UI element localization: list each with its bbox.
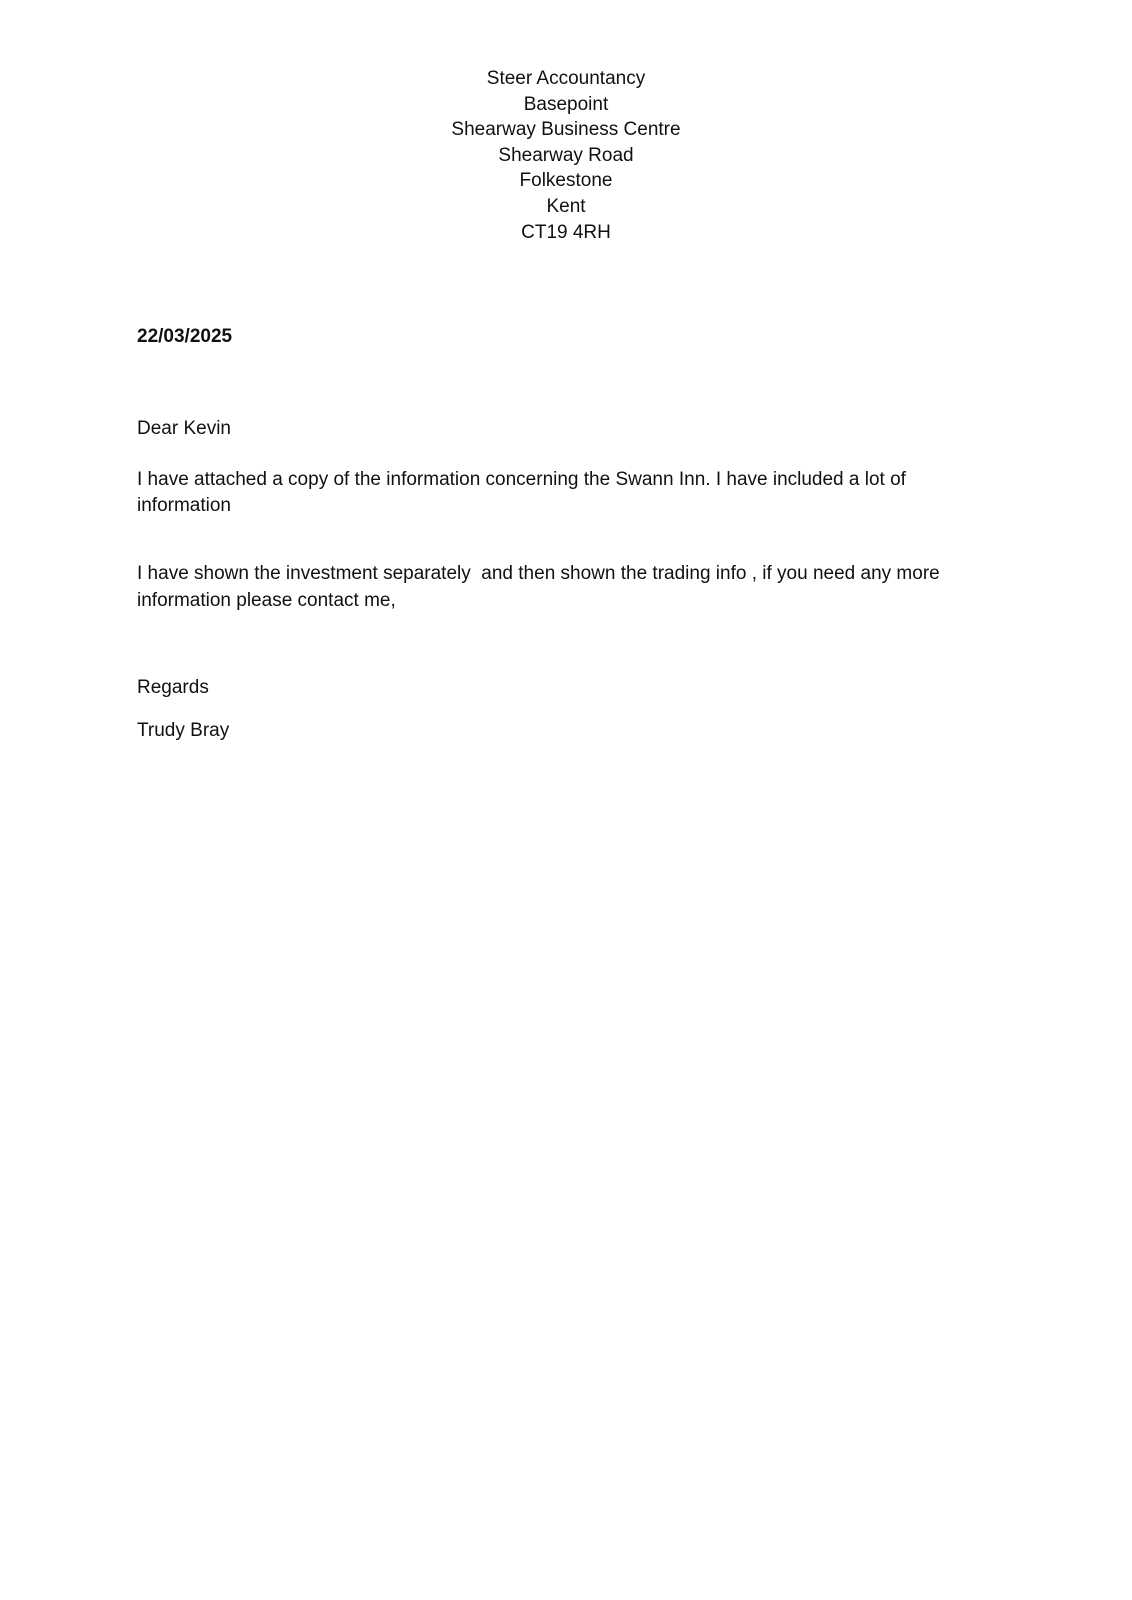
- address-line-road: Shearway Road: [498, 144, 634, 166]
- address-line-county: Kent: [546, 195, 586, 217]
- letter-closing: Regards: [137, 677, 209, 698]
- letter-date: 22/03/2025: [137, 326, 233, 347]
- letter-paragraph-1: I have attached a copy of the information concerning the Swann Inn. I have included a lot of information: [137, 469, 906, 516]
- address-line-postcode: CT19 4RH: [521, 221, 611, 243]
- letter-signature: Trudy Bray: [137, 720, 230, 741]
- letter-greeting: Dear Kevin: [137, 418, 231, 439]
- address-line-town: Folkestone: [519, 170, 613, 192]
- address-line-centre: Shearway Business Centre: [451, 119, 681, 141]
- address-line-building: Basepoint: [523, 93, 609, 115]
- sender-address: [0, 66, 1132, 245]
- letter-paragraph-2: I have shown the investment separately and then shown the trading info , if you need any more information please contact me,: [137, 563, 945, 611]
- address-line-company: Steer Accountancy: [486, 68, 646, 89]
